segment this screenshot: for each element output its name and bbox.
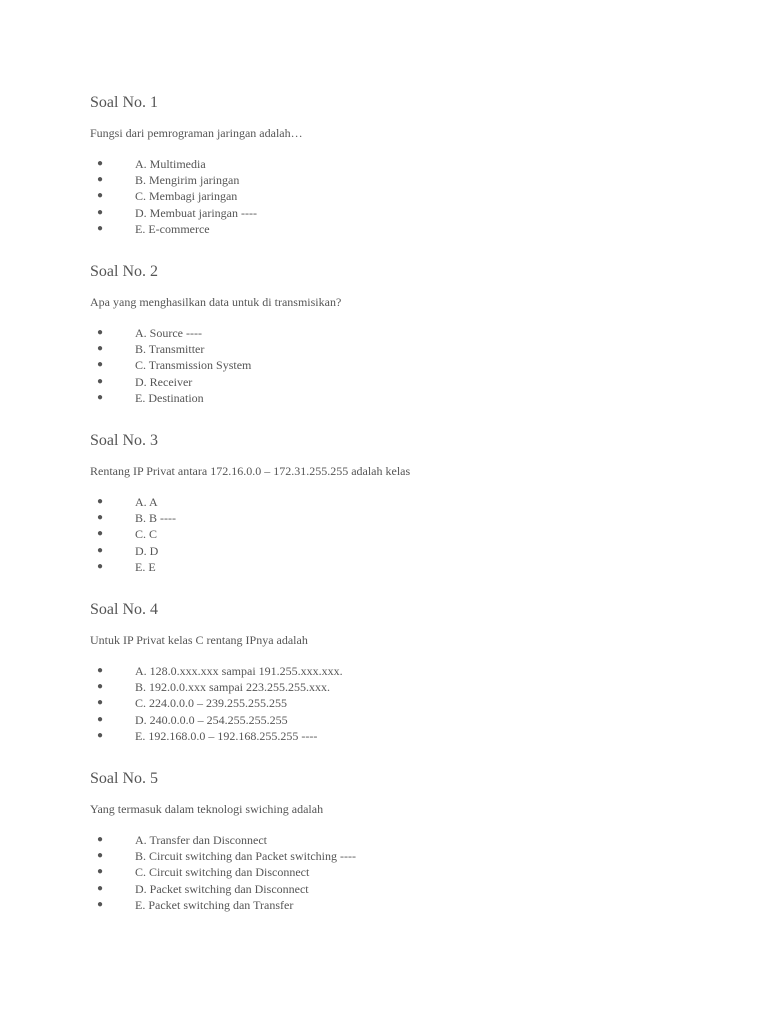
option-text: B. Circuit switching dan Packet switching ----	[135, 849, 356, 864]
bullet-icon: ●	[97, 866, 104, 878]
bullet-icon: ●	[97, 174, 104, 186]
option-text: E. Packet switching dan Transfer	[135, 897, 294, 912]
option-text: C. Membagi jaringan	[135, 189, 238, 204]
option-list	[0, 325, 768, 406]
bullet-icon: ●	[97, 882, 104, 894]
option-text: A. 128.0.xxx.xxx sampai 191.255.xxx.xxx.	[135, 664, 343, 678]
question-text: Yang termasuk dalam teknologi swiching adalah	[90, 802, 324, 816]
bullet-icon: ●	[97, 681, 104, 693]
bullet-icon: ●	[97, 359, 104, 371]
bullet-icon: ●	[97, 898, 104, 910]
option-list	[0, 663, 768, 744]
bullet-icon: ●	[97, 729, 104, 741]
option-text: C. C	[135, 527, 158, 542]
option-text: A. A	[135, 495, 158, 509]
bullet-icon: ●	[97, 512, 104, 524]
option-text: B. 192.0.0.xxx sampai 223.255.255.xxx.	[135, 680, 330, 695]
option-item	[0, 325, 768, 341]
option-text: E. 192.168.0.0 – 192.168.255.255 ----	[135, 728, 318, 743]
option-text: B. B ----	[135, 511, 176, 526]
option-list	[0, 832, 768, 913]
question-title: Soal No. 1	[90, 94, 158, 111]
bullet-icon: ●	[97, 850, 104, 862]
bullet-icon: ●	[97, 222, 104, 234]
option-item	[0, 848, 768, 864]
question-title: Soal No. 5	[90, 770, 158, 787]
bullet-icon: ●	[97, 391, 104, 403]
bullet-icon: ●	[97, 206, 104, 218]
option-item	[0, 510, 768, 526]
option-item	[0, 663, 768, 679]
option-item	[0, 881, 768, 897]
option-text: D. Packet switching dan Disconnect	[135, 881, 309, 896]
option-item	[0, 679, 768, 695]
option-text: C. Transmission System	[135, 358, 252, 373]
option-text: C. 224.0.0.0 – 239.255.255.255	[135, 696, 288, 711]
bullet-icon: ●	[97, 190, 104, 202]
option-list	[0, 494, 768, 575]
option-text: C. Circuit switching dan Disconnect	[135, 865, 310, 880]
option-text: E. Destination	[135, 390, 204, 405]
bullet-icon: ●	[97, 834, 104, 845]
question-title: Soal No. 3	[90, 432, 158, 449]
option-text: E. E	[135, 559, 156, 574]
option-item	[0, 341, 768, 357]
bullet-icon: ●	[97, 665, 104, 676]
option-item	[0, 695, 768, 711]
bullet-icon: ●	[97, 544, 104, 556]
question-text: Untuk IP Privat kelas C rentang IPnya adalah	[90, 633, 308, 647]
option-text: B. Transmitter	[135, 342, 205, 357]
option-item	[0, 559, 768, 575]
option-text: A. Transfer dan Disconnect	[135, 833, 267, 847]
option-list	[0, 156, 768, 237]
option-item	[0, 712, 768, 728]
option-item	[0, 728, 768, 744]
option-item	[0, 205, 768, 221]
option-text: D. Receiver	[135, 374, 193, 389]
option-item	[0, 832, 768, 848]
option-text: D. Membuat jaringan ----	[135, 205, 257, 220]
option-item	[0, 172, 768, 188]
option-item	[0, 188, 768, 204]
option-item	[0, 390, 768, 406]
option-item	[0, 374, 768, 390]
option-text: B. Mengirim jaringan	[135, 173, 240, 188]
bullet-icon: ●	[97, 697, 104, 709]
bullet-icon: ●	[97, 327, 104, 338]
option-text: D. 240.0.0.0 – 254.255.255.255	[135, 712, 288, 727]
option-item	[0, 864, 768, 880]
option-item	[0, 494, 768, 510]
bullet-icon: ●	[97, 560, 104, 572]
question-title: Soal No. 4	[90, 601, 158, 618]
option-text: A. Source ----	[135, 326, 202, 340]
option-text: D. D	[135, 543, 159, 558]
option-item	[0, 526, 768, 542]
question-text: Apa yang menghasilkan data untuk di transmisikan?	[90, 295, 342, 309]
option-text: E. E-commerce	[135, 221, 210, 236]
bullet-icon: ●	[97, 496, 104, 507]
option-item	[0, 221, 768, 237]
option-text: A. Multimedia	[135, 157, 206, 171]
bullet-icon: ●	[97, 528, 104, 540]
option-item	[0, 357, 768, 373]
option-item	[0, 156, 768, 172]
question-text: Fungsi dari pemrograman jaringan adalah…	[90, 126, 303, 140]
bullet-icon: ●	[97, 343, 104, 355]
option-item	[0, 543, 768, 559]
bullet-icon: ●	[97, 375, 104, 387]
bullet-icon: ●	[97, 713, 104, 725]
option-item	[0, 897, 768, 913]
question-title: Soal No. 2	[90, 263, 158, 280]
question-text: Rentang IP Privat antara 172.16.0.0 – 172.31.255.255 adalah kelas	[90, 464, 411, 478]
bullet-icon: ●	[97, 158, 104, 169]
